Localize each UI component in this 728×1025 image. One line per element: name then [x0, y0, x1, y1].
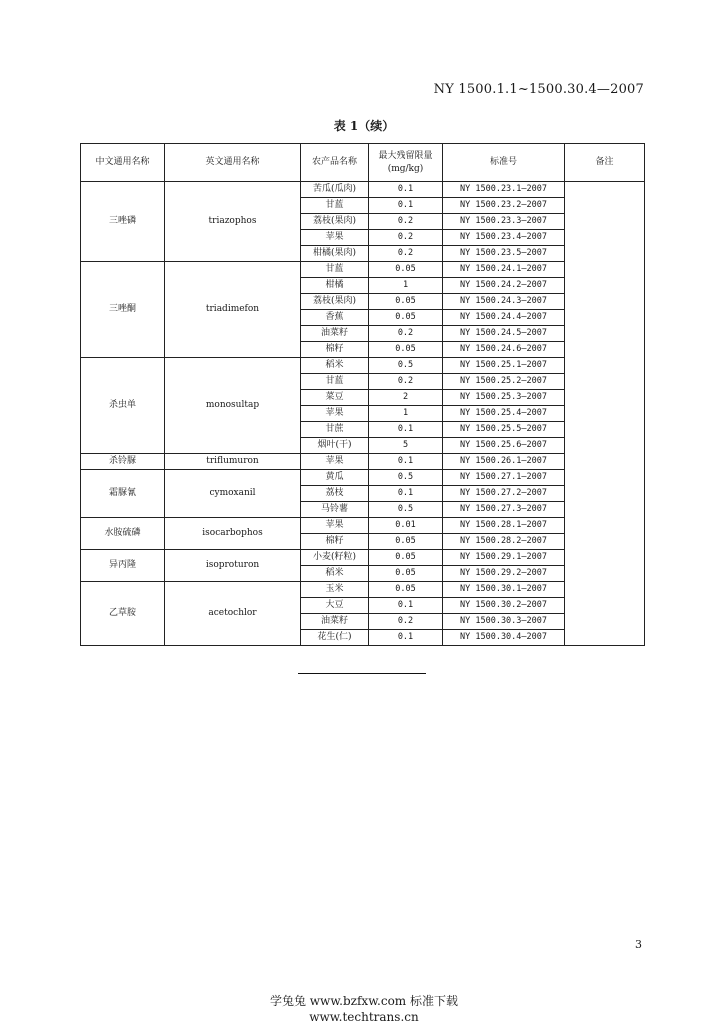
cell-standard-no: NY 1500.24.1—2007 — [443, 262, 565, 278]
pesticide-residue-table — [80, 143, 645, 646]
cell-product: 香蕉 — [301, 310, 369, 326]
cell-product: 黄瓜 — [301, 470, 369, 486]
cell-product: 苹果 — [301, 230, 369, 246]
cell-cn-name: 异丙隆 — [81, 550, 165, 582]
cell-mrl: 2 — [369, 390, 443, 406]
cell-mrl: 0.1 — [369, 182, 443, 198]
cell-product: 玉米 — [301, 582, 369, 598]
table-row — [81, 454, 645, 470]
cell-product: 苹果 — [301, 518, 369, 534]
cell-mrl: 0.05 — [369, 310, 443, 326]
table-body — [81, 182, 645, 646]
cell-cn-name: 三唑酮 — [81, 262, 165, 358]
cell-cn-name: 杀虫单 — [81, 358, 165, 454]
cell-mrl: 0.1 — [369, 422, 443, 438]
cell-product: 小麦(籽粒) — [301, 550, 369, 566]
cell-product: 棉籽 — [301, 534, 369, 550]
cell-standard-no: NY 1500.25.6—2007 — [443, 438, 565, 454]
cell-en-name: triazophos — [165, 182, 301, 262]
cell-product: 油菜籽 — [301, 614, 369, 630]
cell-mrl: 0.05 — [369, 550, 443, 566]
cell-standard-no: NY 1500.27.3—2007 — [443, 502, 565, 518]
cell-standard-no: NY 1500.24.4—2007 — [443, 310, 565, 326]
cell-standard-no: NY 1500.23.5—2007 — [443, 246, 565, 262]
cell-mrl: 0.1 — [369, 454, 443, 470]
cell-cn-name: 乙草胺 — [81, 582, 165, 646]
footer-line-2: www.techtrans.cn — [309, 1010, 419, 1024]
cell-product: 甘蔗 — [301, 422, 369, 438]
cell-product: 甘蓝 — [301, 198, 369, 214]
cell-standard-no: NY 1500.23.1—2007 — [443, 182, 565, 198]
cell-remarks — [565, 182, 645, 646]
cell-standard-no: NY 1500.29.2—2007 — [443, 566, 565, 582]
cell-product: 甘蓝 — [301, 262, 369, 278]
cell-mrl: 0.05 — [369, 262, 443, 278]
table-row — [81, 582, 645, 598]
col-header-cn-name: 中文通用名称 — [81, 144, 165, 182]
cell-standard-no: NY 1500.30.1—2007 — [443, 582, 565, 598]
cell-en-name: cymoxanil — [165, 470, 301, 518]
cell-mrl: 0.05 — [369, 294, 443, 310]
cell-standard-no: NY 1500.30.4—2007 — [443, 630, 565, 646]
cell-standard-no: NY 1500.23.4—2007 — [443, 230, 565, 246]
footer-line-1: 学兔兔 www.bzfxw.com 标准下载 — [269, 994, 459, 1008]
cell-product: 苹果 — [301, 406, 369, 422]
table-row — [81, 262, 645, 278]
standard-code-header: NY 1500.1.1~1500.30.4—2007 — [433, 82, 644, 97]
cell-standard-no: NY 1500.25.3—2007 — [443, 390, 565, 406]
cell-standard-no: NY 1500.23.3—2007 — [443, 214, 565, 230]
cell-en-name: acetochlor — [165, 582, 301, 646]
cell-product: 苹果 — [301, 454, 369, 470]
page-number: 3 — [635, 938, 642, 951]
cell-en-name: isoproturon — [165, 550, 301, 582]
cell-en-name: isocarbophos — [165, 518, 301, 550]
cell-mrl: 0.2 — [369, 246, 443, 262]
cell-product: 甘蓝 — [301, 374, 369, 390]
cell-standard-no: NY 1500.25.5—2007 — [443, 422, 565, 438]
end-of-table-rule — [298, 673, 426, 674]
cell-standard-no: NY 1500.28.1—2007 — [443, 518, 565, 534]
cell-mrl: 0.05 — [369, 582, 443, 598]
cell-mrl: 5 — [369, 438, 443, 454]
cell-mrl: 0.2 — [369, 374, 443, 390]
cell-mrl: 0.1 — [369, 198, 443, 214]
col-header-product: 农产品名称 — [301, 144, 369, 182]
table-row — [81, 358, 645, 374]
cell-mrl: 0.05 — [369, 566, 443, 582]
cell-standard-no: NY 1500.24.6—2007 — [443, 342, 565, 358]
cell-mrl: 0.1 — [369, 598, 443, 614]
cell-standard-no: NY 1500.28.2—2007 — [443, 534, 565, 550]
table-row — [81, 182, 645, 198]
cell-product: 烟叶(干) — [301, 438, 369, 454]
col-header-mrl: 最大残留限量 (mg/kg) — [369, 144, 443, 182]
cell-standard-no: NY 1500.25.2—2007 — [443, 374, 565, 390]
cell-cn-name: 三唑磷 — [81, 182, 165, 262]
cell-product: 荔枝(果肉) — [301, 214, 369, 230]
cell-product: 马铃薯 — [301, 502, 369, 518]
cell-mrl: 0.2 — [369, 214, 443, 230]
cell-standard-no: NY 1500.24.2—2007 — [443, 278, 565, 294]
cell-mrl: 0.1 — [369, 630, 443, 646]
cell-mrl: 1 — [369, 406, 443, 422]
cell-mrl: 0.05 — [369, 342, 443, 358]
cell-mrl: 0.2 — [369, 614, 443, 630]
table-title: 表 1（续） — [333, 119, 395, 133]
cell-standard-no: NY 1500.27.1—2007 — [443, 470, 565, 486]
cell-standard-no: NY 1500.25.1—2007 — [443, 358, 565, 374]
cell-product: 稻米 — [301, 358, 369, 374]
table-row — [81, 518, 645, 534]
cell-standard-no: NY 1500.25.4—2007 — [443, 406, 565, 422]
col-header-remarks: 备注 — [565, 144, 645, 182]
cell-standard-no: NY 1500.30.3—2007 — [443, 614, 565, 630]
cell-en-name: monosultap — [165, 358, 301, 454]
cell-mrl: 0.2 — [369, 326, 443, 342]
cell-product: 荔枝 — [301, 486, 369, 502]
cell-product: 苦瓜(瓜肉) — [301, 182, 369, 198]
cell-product: 柑橘 — [301, 278, 369, 294]
cell-product: 花生(仁) — [301, 630, 369, 646]
col-header-standard-no: 标准号 — [443, 144, 565, 182]
table-row — [81, 470, 645, 486]
cell-standard-no: NY 1500.23.2—2007 — [443, 198, 565, 214]
cell-mrl: 0.2 — [369, 230, 443, 246]
cell-cn-name: 杀铃脲 — [81, 454, 165, 470]
col-header-en-name: 英文通用名称 — [165, 144, 301, 182]
footer-watermark — [0, 993, 728, 1025]
cell-mrl: 0.5 — [369, 502, 443, 518]
cell-product: 菜豆 — [301, 390, 369, 406]
cell-mrl: 0.01 — [369, 518, 443, 534]
cell-standard-no: NY 1500.27.2—2007 — [443, 486, 565, 502]
cell-en-name: triflumuron — [165, 454, 301, 470]
cell-mrl: 0.1 — [369, 486, 443, 502]
cell-mrl: 0.05 — [369, 534, 443, 550]
cell-standard-no: NY 1500.24.5—2007 — [443, 326, 565, 342]
table-row — [81, 550, 645, 566]
cell-product: 大豆 — [301, 598, 369, 614]
cell-mrl: 0.5 — [369, 470, 443, 486]
cell-product: 棉籽 — [301, 342, 369, 358]
cell-mrl: 0.5 — [369, 358, 443, 374]
cell-standard-no: NY 1500.29.1—2007 — [443, 550, 565, 566]
cell-product: 柑橘(果肉) — [301, 246, 369, 262]
cell-en-name: triadimefon — [165, 262, 301, 358]
cell-standard-no: NY 1500.26.1—2007 — [443, 454, 565, 470]
cell-cn-name: 霜脲氰 — [81, 470, 165, 518]
cell-product: 油菜籽 — [301, 326, 369, 342]
cell-standard-no: NY 1500.30.2—2007 — [443, 598, 565, 614]
cell-mrl: 1 — [369, 278, 443, 294]
cell-cn-name: 水胺硫磷 — [81, 518, 165, 550]
cell-product: 荔枝(果肉) — [301, 294, 369, 310]
cell-standard-no: NY 1500.24.3—2007 — [443, 294, 565, 310]
cell-product: 稻米 — [301, 566, 369, 582]
table-header-row — [81, 144, 645, 182]
